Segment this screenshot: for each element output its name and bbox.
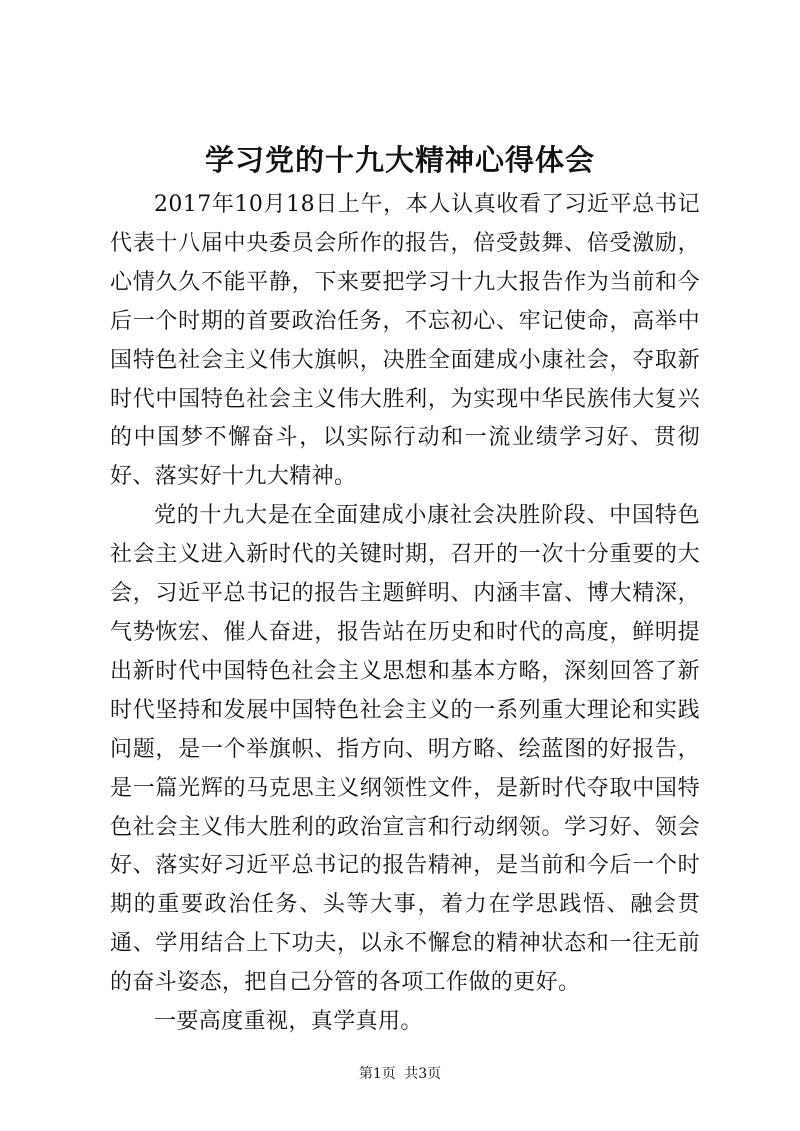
page-number: 第1页 xyxy=(358,1066,396,1082)
page-title: 学习党的十九大精神心得体会 xyxy=(204,143,595,177)
paragraph-1: 2017年10月18日上午，本人认真收看了习近平总书记代表十八届中央委员会所作的报告，倍受鼓舞、倍受激励，心情久久不能平静，下来要把学习十九大报告作为当前和今后一个时期的首要政治任务，不忘初心、牢记使命，高举中国特色社会主义伟大旗帜，决胜全面建成小康社会，夺取新时代中国特色社会主义伟大胜利，为实现中华民族伟大复兴的中国梦不懈奋斗，以实际行动和一流业绩学习好、贯彻好、落实好十九大精神。 xyxy=(110,192,700,490)
page-footer xyxy=(0,1064,800,1084)
page-total: 共3页 xyxy=(404,1066,442,1082)
paragraph-2: 党的十九大是在全面建成小康社会决胜阶段、中国特色社会主义进入新时代的关键时期，召开的一次十分重要的大会，习近平总书记的报告主题鲜明、内涵丰富、博大精深，气势恢宏、催人奋进，报告站在历史和时代的高度，鲜明提出新时代中国特色社会主义思想和基本方略，深刻回答了新时代坚持和发展中国特色社会主义的一系列重大理论和实践问题，是一个举旗帜、指方向、明方略、绘蓝图的好报告，是一篇光辉的马克思主义纲领性文件，是新时代夺取中国特色社会主义伟大胜利的政治宣言和行动纲领。学习好、领会好、落实好习近平总书记的报告精神，是当前和今后一个时期的重要政治任务、头等大事，着力在学思践悟、融会贯通、学用结合上下功夫，以永不懈怠的精神状态和一往无前的奋斗姿态，把自己分管的各项工作做的更好。 xyxy=(110,503,700,996)
paragraph-3: 一要高度重视，真学真用。 xyxy=(154,1009,423,1035)
document-body xyxy=(110,186,700,1042)
